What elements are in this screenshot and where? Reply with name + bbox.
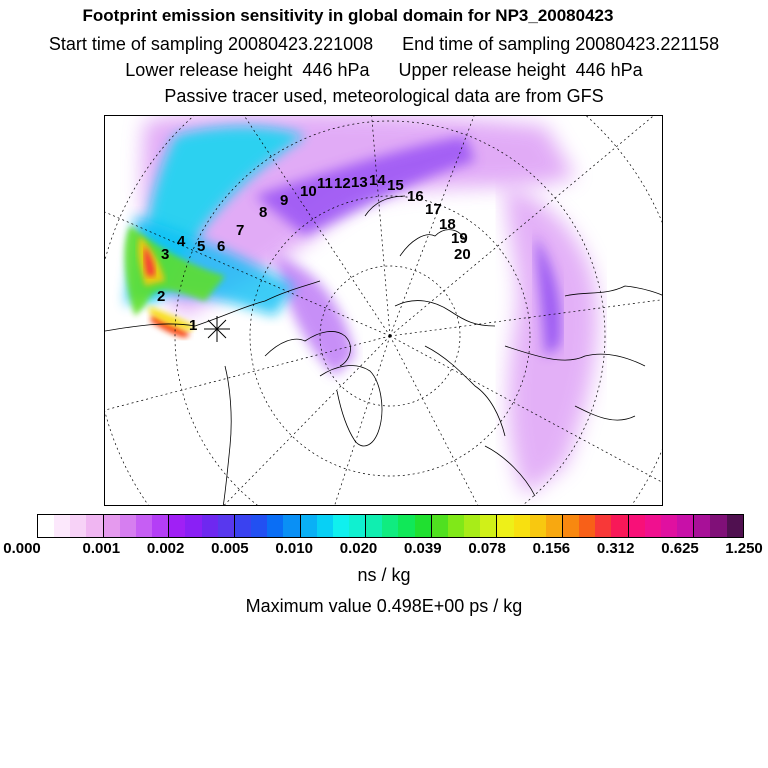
colorbar-cell <box>218 515 234 537</box>
colorbar-cell <box>595 515 611 537</box>
trajectory-label: 11 <box>317 175 333 192</box>
trajectory-label: 5 <box>197 238 206 255</box>
colorbar-cell <box>251 515 267 537</box>
colorbar-cell <box>152 515 168 537</box>
colorbar-cell <box>317 515 333 537</box>
trajectory-label: 3 <box>161 246 170 263</box>
colorbar-cell <box>546 515 562 537</box>
upper-label: Upper release height <box>398 60 566 80</box>
colorbar-cell <box>496 515 513 537</box>
colorbar-cell <box>628 515 645 537</box>
maximum-value: Maximum value 0.498E+00 ps / kg <box>245 596 523 616</box>
colorbar-cell <box>136 515 152 537</box>
colorbar-cell <box>710 515 726 537</box>
trajectory-label: 15 <box>387 177 404 194</box>
colorbar-cell <box>365 515 382 537</box>
colorbar-cell <box>86 515 102 537</box>
colorbar-ticks <box>0 540 768 560</box>
lower-value: 446 hPa <box>302 60 370 80</box>
trajectory-label: 18 <box>439 216 456 233</box>
colorbar-cell <box>70 515 86 537</box>
colorbar-cell <box>677 515 693 537</box>
trajectory-label: 20 <box>454 246 471 263</box>
colorbar-cell <box>645 515 661 537</box>
colorbar-cell <box>530 515 546 537</box>
colorbar-cell <box>168 515 185 537</box>
colorbar-tick-label: 0.625 <box>661 540 699 557</box>
colorbar-cell <box>283 515 299 537</box>
colorbar-tick-label: 0.078 <box>468 540 506 557</box>
trajectory-label: 9 <box>280 192 289 209</box>
trajectory-label: 17 <box>425 201 442 218</box>
upper-value: 446 hPa <box>575 60 643 80</box>
colorbar-cell <box>234 515 251 537</box>
sensitivity-field <box>125 116 598 496</box>
trajectory-label: 12 <box>334 175 351 192</box>
trajectory-label: 19 <box>451 230 468 247</box>
release-heights <box>0 60 768 81</box>
tracer-info: Passive tracer used, meteorological data are from GFS <box>164 86 604 106</box>
trajectory-label: 4 <box>177 233 186 250</box>
colorbar-cell <box>579 515 595 537</box>
colorbar-cell <box>267 515 283 537</box>
colorbar-cell <box>480 515 496 537</box>
colorbar-tick-label: 0.020 <box>339 540 378 557</box>
colorbar-tick-label: 0.010 <box>275 540 313 557</box>
colorbar-units: ns / kg <box>357 565 411 585</box>
start-value: 20080423.221008 <box>227 34 374 54</box>
colorbar-cell <box>54 515 70 537</box>
colorbar-cell <box>300 515 317 537</box>
colorbar-cell <box>562 515 579 537</box>
colorbar-tick-label: 0.312 <box>596 540 635 557</box>
end-label: End time of sampling <box>402 34 571 54</box>
colorbar-cell <box>464 515 480 537</box>
colorbar-cell <box>727 515 743 537</box>
colorbar-tick-label: 1.250 <box>725 540 763 557</box>
trajectory-label: 14 <box>369 172 386 189</box>
trajectory-label: 8 <box>259 204 268 221</box>
start-label: Start time of sampling <box>48 34 223 54</box>
colorbar-tick-label: 0.001 <box>82 540 121 557</box>
colorbar-cell <box>202 515 218 537</box>
colorbar-tick-label: 0.000 <box>3 540 41 557</box>
colorbar-cell <box>38 515 54 537</box>
colorbar-cell <box>333 515 349 537</box>
sampling-times <box>0 34 768 55</box>
colorbar-tick-label: 0.002 <box>146 540 185 557</box>
colorbar-cell <box>431 515 448 537</box>
colorbar-cell <box>349 515 365 537</box>
colorbar-cell <box>120 515 136 537</box>
footprint-map <box>104 115 663 506</box>
colorbar-cell <box>661 515 677 537</box>
colorbar-cell <box>415 515 431 537</box>
colorbar-tick-label: 0.156 <box>532 540 571 557</box>
colorbar-cell <box>103 515 120 537</box>
lower-label: Lower release height <box>125 60 293 80</box>
plot-title: Footprint emission sensitivity in global domain for NP3_20080423 <box>82 6 614 25</box>
trajectory-label: 10 <box>300 183 317 200</box>
colorbar-cell <box>448 515 464 537</box>
trajectory-label: 1 <box>189 317 198 334</box>
trajectory-label: 2 <box>157 288 166 305</box>
trajectory-label: 6 <box>217 238 226 255</box>
colorbar-tick-label: 0.005 <box>211 540 249 557</box>
trajectory-label: 16 <box>407 188 424 205</box>
colorbar-cell <box>382 515 398 537</box>
trajectory-label: 7 <box>236 222 245 239</box>
colorbar-cell <box>185 515 201 537</box>
end-value: 20080423.221158 <box>575 34 720 54</box>
colorbar-cell <box>514 515 530 537</box>
colorbar-cell <box>611 515 627 537</box>
colorbar-cell <box>693 515 710 537</box>
map-canvas <box>105 116 663 506</box>
colorbar-tick-label: 0.039 <box>404 540 442 557</box>
colorbar <box>37 514 744 538</box>
colorbar-cell <box>398 515 414 537</box>
trajectory-label: 13 <box>351 174 368 191</box>
release-point-marker <box>204 316 230 342</box>
